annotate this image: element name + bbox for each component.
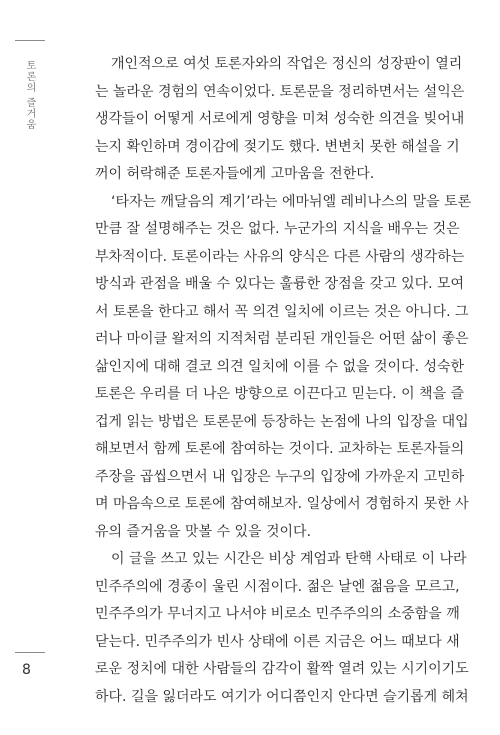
text-line: 는 놀라운 경험의 연속이었다. 토론문을 정리하면서는 설익은 bbox=[95, 83, 465, 100]
running-title: 토론의 즐거움 bbox=[24, 60, 35, 131]
body-text bbox=[95, 51, 472, 711]
text-line: 해보면서 함께 토론에 참여하는 것이다. 교차하는 토론자들의 bbox=[95, 441, 465, 457]
paragraph-2 bbox=[95, 189, 472, 547]
text-line: 로운 정치에 대한 사람들의 감각이 활짝 열려 있는 시기이기도 bbox=[95, 661, 469, 677]
text-line: 삶인지에 대해 결코 의견 일치에 이를 수 없을 것이다. 성숙한 bbox=[95, 358, 465, 375]
page-number: 8 bbox=[22, 662, 31, 678]
text-line: 주장을 곱씹으면서 내 입장은 누구의 입장에 가까운지 고민하 bbox=[95, 468, 465, 485]
text-line: 민주주의가 무너지고 나서야 비로소 민주주의의 소중함을 깨 bbox=[95, 606, 460, 622]
margin-rule-bottom bbox=[15, 652, 45, 653]
text-line: 꺼이 허락해준 토론자들에게 고마움을 전한다. bbox=[95, 166, 375, 182]
text-line: 러나 마이클 왈저의 지적처럼 분리된 개인들은 어떤 삶이 좋은 bbox=[95, 331, 469, 347]
text-line: 며 마음속으로 토론에 참여해보자. 일상에서 경험하지 못한 사 bbox=[95, 496, 469, 512]
paragraph-1 bbox=[95, 51, 465, 189]
text-line: 하다. 길을 잃더라도 여기가 어디쯤인지 안다면 슬기롭게 헤쳐 bbox=[95, 688, 469, 705]
text-line: 민주주의에 경종이 울린 시점이다. 젊은 날엔 젊음을 모르고, bbox=[95, 578, 460, 595]
text-line: 생각들이 어떻게 서로에게 영향을 미쳐 성숙한 의견을 빚어내 bbox=[95, 111, 465, 127]
text-line: 는지 확인하며 경이감에 젖기도 했다. 변변치 못한 해설을 기 bbox=[95, 138, 460, 155]
text-line: 닫는다. 민주주의가 빈사 상태에 이른 지금은 어느 때보다 새 bbox=[95, 633, 460, 650]
text-line: 서 토론을 한다고 해서 꼭 의견 일치에 이르는 것은 아니다. 그 bbox=[95, 303, 469, 320]
text-line: 방식과 관점을 배울 수 있다는 훌륭한 장점을 갖고 있다. 모여 bbox=[95, 276, 465, 292]
text-line: 만큼 잘 설명해주는 것은 없다. 누군가의 지식을 배우는 것은 bbox=[95, 221, 460, 237]
paragraph-3 bbox=[95, 546, 469, 711]
text-line: 겁게 읽는 방법은 토론문에 등장하는 논점에 나의 입장을 대입 bbox=[95, 413, 469, 430]
text-line: 유의 즐거움을 맛볼 수 있을 것이다. bbox=[95, 523, 312, 540]
text-line: ‘타자는 깨달음의 계기’라는 에마뉘엘 레비나스의 말을 토론 bbox=[111, 193, 472, 210]
text-line: 이 글을 쓰고 있는 시간은 비상 계엄과 탄핵 사태로 이 나라 bbox=[111, 551, 467, 567]
text-line: 개인적으로 여섯 토론자와의 작업은 정신의 성장판이 열리 bbox=[111, 56, 463, 72]
margin-rule-top bbox=[15, 40, 45, 41]
text-line: 토론은 우리를 더 나은 방향으로 이끈다고 믿는다. 이 책을 즐 bbox=[95, 386, 465, 402]
text-line: 부차적이다. 토론이라는 사유의 양식은 다른 사람의 생각하는 bbox=[95, 248, 465, 265]
